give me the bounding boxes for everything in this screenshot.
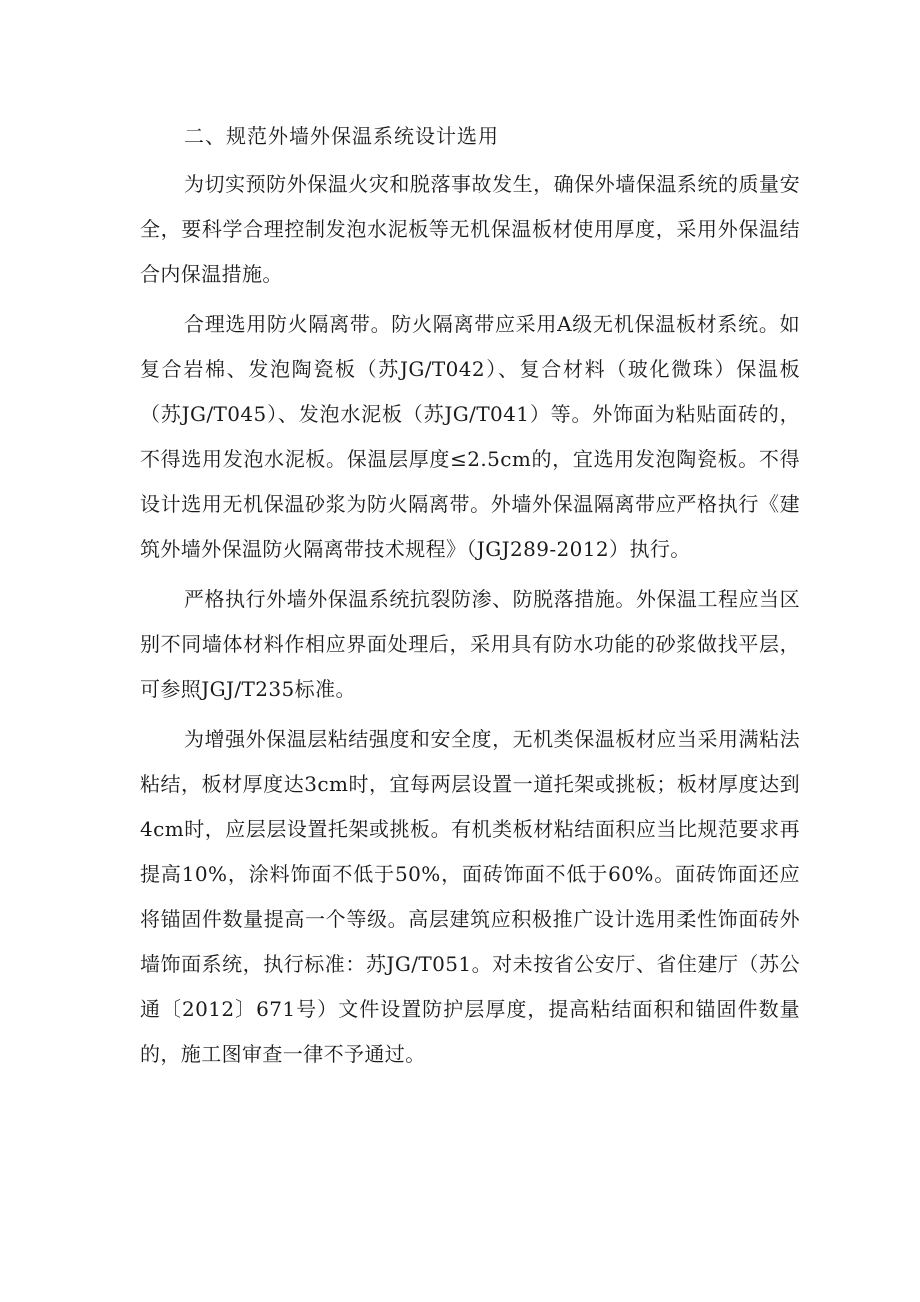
- paragraph-3: 严格执行外墙外保温系统抗裂防渗、防脱落措施。外保温工程应当区别不同墙体材料作相应界面处理后，采用具有防水功能的砂浆做找平层，可参照JGJ/T235标准。: [140, 587, 800, 701]
- document-body: [140, 118, 800, 1077]
- paragraph-1: 为切实预防外保温火灾和脱落事故发生，确保外墙保温系统的质量安全，要科学合理控制发泡水泥板等无机保温板材使用厚度，采用外保温结合内保温措施。: [140, 172, 800, 286]
- paragraph-2: 合理选用防火隔离带。防火隔离带应采用A级无机保温板材系统。如复合岩棉、发泡陶瓷板（苏JG/T042）、复合材料（玻化微珠）保温板（苏JG/T045）、发泡水泥板（苏JG/T041）等。外饰面为粘贴面砖的，不得选用发泡水泥板。保温层厚度≤2.5cm的，宜选用发泡陶瓷板。不得设计选用无机保温砂浆为防火隔离带。外墙外保温隔离带应严格执行《建筑外墙外保温防火隔离带技术规程》（JGJ289-2012）执行。: [140, 312, 800, 561]
- paragraph-4: 为增强外保温层粘结强度和安全度，无机类保温板材应当采用满粘法粘结，板材厚度达3cm时，宜每两层设置一道托架或挑板；板材厚度达到4cm时，应层层设置托架或挑板。有机类板材粘结面积应当比规范要求再提高10%，涂料饰面不低于50%，面砖饰面不低于60%。面砖饰面还应将锚固件数量提高一个等级。高层建筑应积极推广设计选用柔性饰面砖外墙饰面系统，执行标准：苏JG/T051。对未按省公安厅、省住建厅（苏公通〔2012〕671号）文件设置防护层厚度，提高粘结面积和锚固件数量的，施工图审查一律不予通过。: [140, 727, 800, 1066]
- section-heading: 二、规范外墙外保温系统设计选用: [184, 124, 499, 148]
